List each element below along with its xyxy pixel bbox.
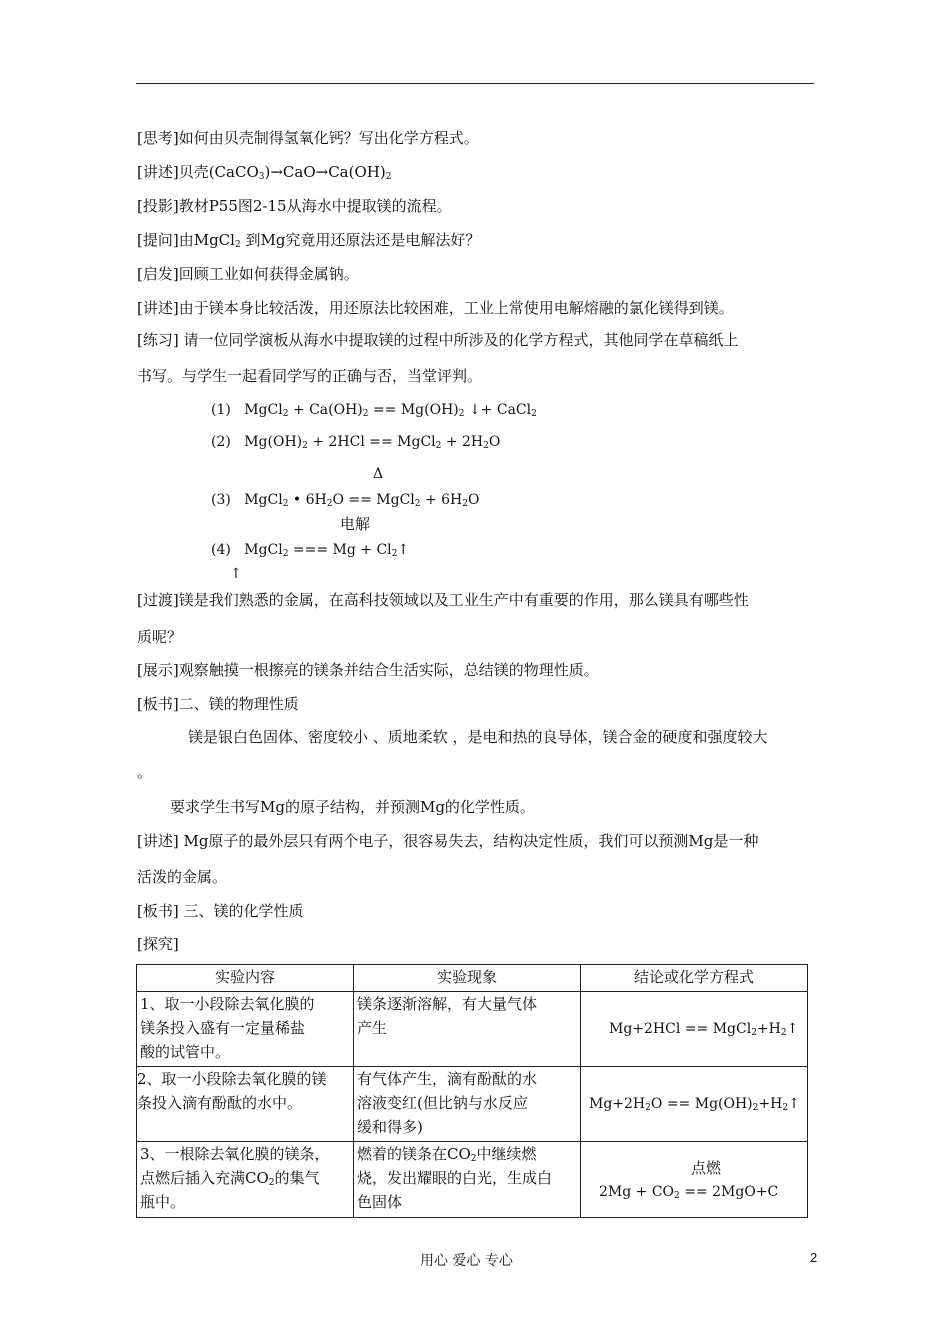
board-line-2 (137, 901, 303, 921)
table-cell (137, 992, 354, 1067)
text: O == MgCl (332, 492, 415, 508)
equation-number: (4) (211, 542, 231, 558)
subscript: 2 (470, 1154, 477, 1164)
table-cell (354, 992, 581, 1067)
text: O (468, 492, 480, 508)
equation-number: (1) (211, 402, 231, 418)
cell-line: 烧，发出耀眼的白光，生成白 (357, 1169, 553, 1187)
text: + 6H (420, 492, 463, 508)
subscript: 2 (435, 441, 442, 451)
text: • 6H (288, 492, 327, 508)
text: O == Mg(OH) (650, 1096, 753, 1112)
footer-center: 用心 爱心 专心 (420, 1253, 513, 1269)
text: 书写。与学生一起看同学写的正确与否，当堂评判。 (137, 367, 483, 385)
text: [讲述] Mg原子的最外层只有两个电子，很容易失去，结构决定性质，我们可以预测Mg是一种 (137, 832, 759, 850)
subscript: 2 (458, 409, 465, 419)
subscript: 2 (234, 240, 241, 250)
column-header: 实验现象 (354, 965, 581, 992)
demo-line (137, 660, 599, 680)
subscript: 2 (752, 1103, 759, 1113)
subscript: 2 (326, 499, 333, 509)
heat-symbol: Δ (373, 466, 384, 482)
cell-line: 有气体产生，滴有酚酞的水 (357, 1070, 538, 1088)
cell-line: 产生 (357, 1019, 388, 1037)
experiment-table (136, 964, 808, 1218)
physical-props-line (188, 727, 768, 747)
text: ↓+ CaCl (464, 402, 532, 418)
table-cell (581, 992, 808, 1067)
cell-line: 溶液变红(但比钠与水反应 (357, 1094, 528, 1112)
equation-3-condition (373, 464, 383, 484)
text: 活泼的金属。 (137, 868, 228, 886)
table-cell (354, 1142, 581, 1218)
column-header: 结论或化学方程式 (581, 965, 808, 992)
board-line-1 (137, 694, 299, 714)
cell-line (357, 1142, 577, 1166)
subscript: 2 (302, 441, 308, 451)
subscript: 2 (414, 499, 421, 509)
cell-line: 2、取一小段除去氧化膜的镁 (137, 1070, 327, 1088)
text: 要求学生书写Mg的原子结构，并预测Mg的化学性质。 (170, 798, 535, 816)
cell-line (140, 1166, 350, 1190)
equation-4-condition (340, 514, 370, 534)
subscript: 2 (385, 172, 392, 182)
subscript: 3 (258, 172, 265, 182)
text: [板书] 三、镁的化学性质 (137, 902, 304, 920)
cell-line: 瓶中。 (140, 1193, 186, 1211)
text: 的集气 (274, 1169, 320, 1187)
subscript: 2 (362, 409, 369, 419)
text: ↑ (786, 1021, 799, 1037)
text: + 2HCl == MgCl (307, 434, 436, 450)
text: ↑ (788, 1096, 800, 1112)
subscript: 2 (282, 549, 289, 559)
text: 2Mg + CO (599, 1183, 675, 1200)
page-number: 2 (810, 1250, 818, 1265)
text: [板书]二、镁的物理性质 (137, 695, 299, 713)
text: [提问]由MgCl (137, 231, 235, 249)
equation-2 (211, 432, 500, 452)
text: [练习] 请一位同学演板从海水中提取镁的过程中所涉及的化学方程式，其他同学在草稿纸上 (137, 331, 739, 349)
inspire-line (137, 264, 359, 284)
up-arrow-icon: ↑ (230, 566, 242, 582)
stray-arrow (230, 564, 242, 584)
subscript: 2 (462, 499, 468, 509)
text: 。 (137, 763, 153, 781)
text: 镁是银白色固体、密度较小 、质地柔软 ，是电和热的良导体，镁合金的硬度和强度较大 (188, 728, 768, 746)
cell-line: 酸的试管中。 (140, 1043, 231, 1061)
header-rule (136, 83, 814, 84)
text: [投影]教材P55图2-15从海水中提取镁的流程。 (137, 197, 452, 215)
text: +H (756, 1021, 781, 1037)
lecture-line-2 (137, 298, 734, 318)
text: +H (758, 1096, 783, 1112)
equation-number: (3) (211, 492, 231, 508)
subscript: 2 (282, 409, 289, 419)
transition-line (137, 590, 749, 610)
subscript: 2 (483, 441, 489, 451)
cell-line: 3、一根除去氧化膜的镁条， (140, 1145, 330, 1163)
equation-number: (2) (211, 434, 231, 450)
text: [讲述]贝壳(CaCO (137, 163, 259, 181)
question-line (137, 230, 480, 250)
lecture-line-1 (137, 162, 391, 182)
text: )→CaO→Ca(OH) (264, 163, 386, 181)
subscript: 2 (645, 1103, 651, 1113)
subscript: 2 (782, 1103, 789, 1113)
cell-line: 色固体 (357, 1193, 403, 1211)
table-cell (581, 1142, 808, 1218)
electrolysis-label: 电解 (340, 515, 371, 533)
exercise-line-cont (137, 366, 482, 386)
ignition-label: 点燃 (691, 1158, 722, 1177)
cell-line (599, 1180, 804, 1204)
text: 到Mg究竟用还原法还是电解法好？ (240, 231, 481, 249)
cell-line: 条投入滴有酚酞的水中。 (137, 1094, 303, 1112)
lecture-line-3-cont (137, 867, 227, 887)
text: == 2MgO+C (679, 1183, 779, 1200)
text: MgCl (244, 542, 283, 558)
column-header: 实验内容 (137, 965, 354, 992)
text: [过渡]镁是我们熟悉的金属，在高科技领域以及工业生产中有重要的作用，那么镁具有哪些性 (137, 591, 749, 609)
table-row (137, 1067, 808, 1142)
text: [思考]如何由贝壳制得氢氧化钙？写出化学方程式。 (137, 129, 479, 147)
text: O (488, 434, 501, 450)
equation-3 (211, 490, 479, 510)
explore-line (137, 934, 179, 954)
table-cell (354, 1067, 581, 1142)
text: == Mg(OH) (368, 402, 459, 418)
text: Mg+2H (589, 1096, 646, 1112)
subscript: 2 (282, 499, 289, 509)
subscript: 2 (751, 1028, 757, 1038)
text: [启发]回顾工业如何获得金属钠。 (137, 265, 359, 283)
text: Mg(OH) (244, 434, 303, 450)
text: 质呢？ (137, 628, 183, 646)
text: MgCl (244, 402, 283, 418)
cell-line: 缓和得多) (357, 1118, 423, 1136)
text: ↑ (397, 542, 410, 558)
subscript: 2 (674, 1190, 680, 1201)
text: [讲述]由于镁本身比较活泼，用还原法比较困难，工业上常使用电解熔融的氯化镁得到镁。 (137, 299, 734, 317)
subscript: 2 (531, 409, 537, 419)
text: 燃着的镁条在CO (357, 1145, 471, 1163)
table-row (137, 1142, 808, 1218)
table-row (137, 992, 808, 1067)
text: + Ca(OH) (288, 402, 363, 418)
transition-line-cont (137, 627, 182, 647)
subscript: 2 (391, 549, 398, 559)
cell-line: 镁条逐渐溶解，有大量气体 (357, 995, 538, 1013)
table-cell (581, 1067, 808, 1142)
text: + 2H (441, 434, 484, 450)
text: [展示]观察触摸一根擦亮的镁条并结合生活实际，总结镁的物理性质。 (137, 661, 599, 679)
text: MgCl (244, 492, 283, 508)
cell-line: 1、取一小段除去氧化膜的 (140, 995, 315, 1013)
subscript: 2 (780, 1028, 787, 1038)
text: === Mg + Cl (288, 542, 392, 558)
subscript: 2 (268, 1178, 275, 1188)
physical-props-line-cont (137, 762, 152, 782)
table-cell (137, 1142, 354, 1218)
text: 点燃后插入充满CO (140, 1169, 269, 1187)
projection-line (137, 196, 452, 216)
text: Mg+2HCl == MgCl (609, 1021, 752, 1037)
lecture-line-3 (137, 831, 758, 851)
text: [探究] (137, 935, 179, 953)
exercise-line (137, 330, 738, 350)
text: 中继续燃 (476, 1145, 537, 1163)
table-header-row (137, 965, 808, 992)
cell-line: 镁条投入盛有一定量稀盐 (140, 1019, 306, 1037)
equation-4 (211, 540, 409, 560)
requirement-line (170, 797, 535, 817)
equation-1 (211, 400, 537, 420)
table-cell (137, 1067, 354, 1142)
think-line (137, 128, 479, 148)
